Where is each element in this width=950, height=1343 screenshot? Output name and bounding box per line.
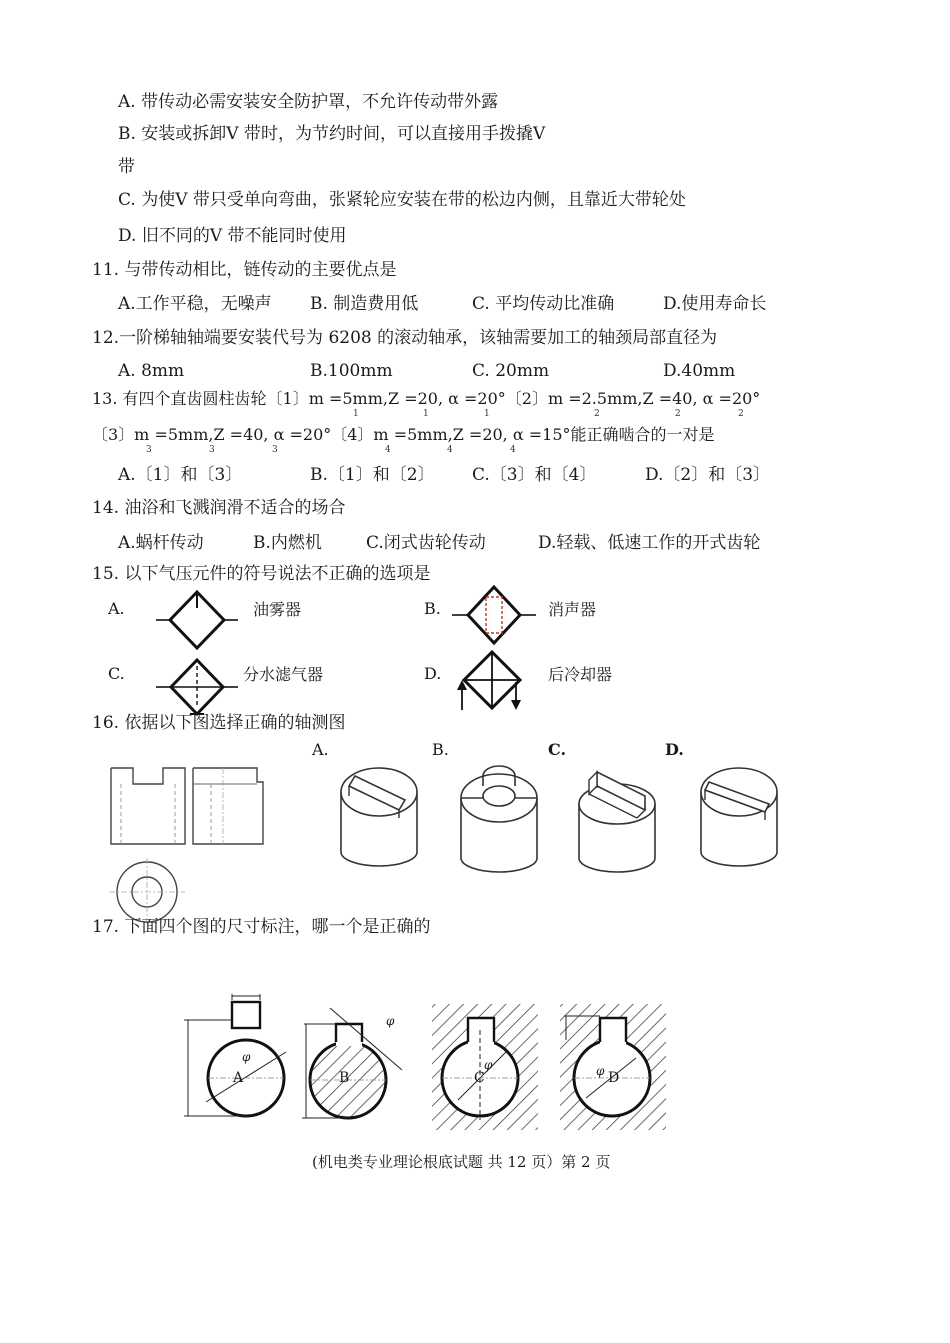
q16-label-b: B. xyxy=(432,740,449,759)
q13-subscript: 3 xyxy=(209,445,215,455)
q16-stem: 16. 依据以下图选择正确的轴测图 xyxy=(92,713,346,733)
aftercooler-symbol-icon xyxy=(452,648,532,714)
q10-option-a: A. 带传动必需安装安全防护罩，不允许传动带外露 xyxy=(118,92,499,112)
q15-stem: 15. 以下气压元件的符号说法不正确的选项是 xyxy=(92,564,431,584)
q15-option-a-letter: A. xyxy=(108,599,125,618)
phi-symbol: φ xyxy=(596,1064,605,1078)
q14-option-b: B.内燃机 xyxy=(253,533,322,553)
q14-option-a: A.蜗杆传动 xyxy=(118,533,204,553)
q17-stem: 17. 下面四个图的尺寸标注，哪一个是正确的 xyxy=(92,917,431,937)
isometric-option-a xyxy=(335,762,425,872)
q13-subscript: 2 xyxy=(738,409,744,419)
q10-option-b-cont: 带 xyxy=(118,157,135,177)
q14-option-d: D.轻载、低速工作的开式齿轮 xyxy=(538,533,761,553)
q13-subscript: 1 xyxy=(423,409,429,419)
q10-option-c: C. 为使Ⅴ 带只受单向弯曲，张紧轮应安装在带的松边内侧，且靠近大带轮处 xyxy=(118,190,686,210)
q14-option-c: C.闭式齿轮传动 xyxy=(366,533,486,553)
q15-option-a-text: 油雾器 xyxy=(253,600,302,619)
q10-option-b: B. 安装或拆卸Ⅴ 带时，为节约时间，可以直接用手拨撬Ⅴ xyxy=(118,124,546,144)
muffler-symbol-icon xyxy=(448,583,538,649)
q14-stem: 14. 油浴和飞溅润滑不适合的场合 xyxy=(92,498,346,518)
q13-subscript: 2 xyxy=(594,409,600,419)
q13-subscript: 4 xyxy=(385,445,391,455)
q11-option-d: D.使用寿命长 xyxy=(663,294,767,314)
phi-symbol: φ xyxy=(386,1014,395,1028)
isometric-option-b xyxy=(455,766,545,876)
q13-subscript: 2 xyxy=(675,409,681,419)
q16-label-a: A. xyxy=(312,740,329,759)
q13-line-1: 13. 有四个直齿圆柱齿轮〔1〕m =5mm,Z =20, α =20°〔2〕m =2.5mm,Z =40, α =20° xyxy=(92,389,761,408)
q15-option-c-text: 分水滤气器 xyxy=(243,665,324,684)
q11-option-b: B. 制造费用低 xyxy=(310,294,419,314)
isometric-option-d xyxy=(695,762,785,872)
isometric-option-c xyxy=(573,766,663,876)
q17-label-d: D xyxy=(608,1070,620,1086)
q16-label-c: C. xyxy=(548,740,567,759)
q12-option-d: D.40mm xyxy=(663,361,736,381)
q12-option-c: C. 20mm xyxy=(472,361,550,381)
q13-subscript: 4 xyxy=(447,445,453,455)
q15-option-c-letter: C. xyxy=(108,664,125,683)
q13-subscript: 3 xyxy=(146,445,152,455)
q15-option-d-text: 后冷却器 xyxy=(548,665,613,684)
q10-option-d: D. 旧不同的Ⅴ 带不能同时使用 xyxy=(118,226,347,246)
page-footer: (机电类专业理论根底试题 共 12 页）第 2 页 xyxy=(312,1153,611,1171)
q17-label-b: B xyxy=(339,1070,350,1086)
oil-mist-symbol-icon xyxy=(150,590,240,656)
q17-label-c: C xyxy=(474,1070,485,1086)
q15-option-d-letter: D. xyxy=(424,664,442,683)
q12-option-b: B.100mm xyxy=(310,361,393,381)
q12-option-a: A. 8mm xyxy=(118,361,185,381)
drawing-d xyxy=(560,1004,666,1130)
q13-option-b: B.〔1〕和〔2〕 xyxy=(310,465,435,485)
q16-label-d: D. xyxy=(665,740,684,759)
q13-option-a: A.〔1〕和〔3〕 xyxy=(118,465,243,485)
q11-stem: 11. 与带传动相比，链传动的主要优点是 xyxy=(92,260,397,280)
q13-subscript: 1 xyxy=(353,409,359,419)
q11-option-c: C. 平均传动比准确 xyxy=(472,294,615,314)
q13-subscript: 1 xyxy=(484,409,490,419)
q13-option-c: C.〔3〕和〔4〕 xyxy=(472,465,597,485)
drawing-a xyxy=(184,994,286,1116)
q13-line-2: 〔3〕m =5mm,Z =40, α =20°〔4〕m =5mm,Z =20, α =15°能正确啮合的一对是 xyxy=(92,425,715,444)
phi-symbol: φ xyxy=(484,1058,493,1072)
q15-option-b-text: 消声器 xyxy=(548,600,597,619)
q13-subscript: 4 xyxy=(510,445,516,455)
q12-stem: 12.一阶梯轴轴端要安装代号为 6208 的滚动轴承，该轴需要加工的轴颈局部直径为 xyxy=(92,328,718,348)
q15-option-b-letter: B. xyxy=(424,599,441,618)
q13-option-d: D.〔2〕和〔3〕 xyxy=(645,465,771,485)
phi-symbol: φ xyxy=(242,1050,251,1064)
q17-label-a: A xyxy=(233,1070,244,1086)
orthographic-views-drawing xyxy=(105,764,265,924)
q13-subscript: 3 xyxy=(272,445,278,455)
q11-option-a: A.工作平稳，无噪声 xyxy=(118,294,272,314)
